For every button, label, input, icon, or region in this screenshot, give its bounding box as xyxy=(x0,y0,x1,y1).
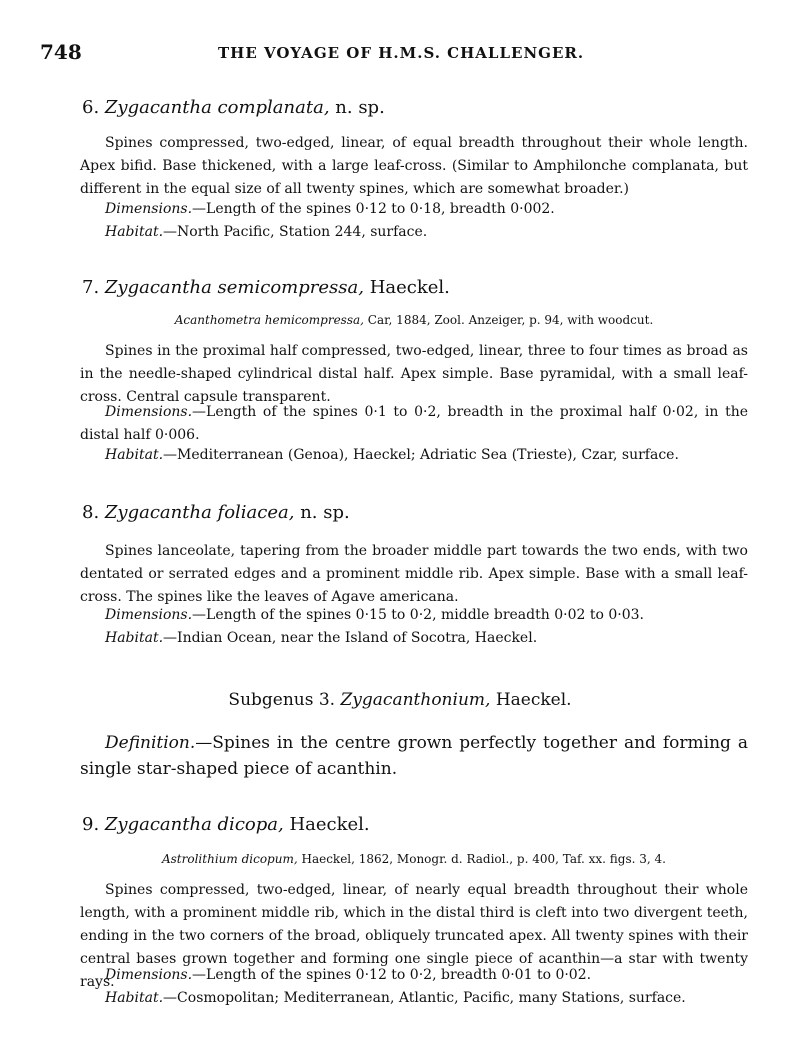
subgenus-author: Haeckel. xyxy=(495,690,572,710)
page-number: 748 xyxy=(40,40,82,64)
habitat-7 xyxy=(80,447,748,463)
species-heading-9 xyxy=(82,814,742,835)
running-title: THE VOYAGE OF H.M.S. CHALLENGER. xyxy=(218,44,585,62)
synonym-9 xyxy=(80,852,748,866)
synonym-name: Astrolithium dicopum, xyxy=(161,852,298,866)
species-heading-6 xyxy=(82,97,742,118)
species-number: 6. xyxy=(82,97,100,118)
habitat-8 xyxy=(80,630,748,646)
habitat-text: —Mediterranean (Genoa), Haeckel; Adriatic Sea (Trieste), Czar, surface. xyxy=(163,447,679,463)
habitat-text: —Cosmopolitan; Mediterranean, Atlantic, Pacific, many Stations, surface. xyxy=(163,990,686,1006)
dimensions-7 xyxy=(80,401,748,447)
dimensions-label: Dimensions. xyxy=(105,201,193,217)
habitat-6 xyxy=(80,224,748,240)
synonym-reference: Haeckel, 1862, Monogr. d. Radiol., p. 400, Taf. xx. figs. 3, 4. xyxy=(301,852,666,866)
species-description-7: Spines in the proximal half compressed, two-edged, linear, three to four times as broad as in the needle-shaped cylindrical distal half. Apex simple. Base pyramidal, with a small leaf-cross. Central capsule transparent. xyxy=(80,343,748,405)
species-description-8: Spines lanceolate, tapering from the broader middle part towards the two ends, with two dentated or serrated edges and a prominent middle rib. Apex simple. Base with a small leaf-cross. The spines like the leaves of Agave americana. xyxy=(80,543,748,605)
synonym-reference: Car, 1884, Zool. Anzeiger, p. 94, with woodcut. xyxy=(367,313,654,327)
dimensions-text: —Length of the spines 0·12 to 0·2, breadth 0·01 to 0·02. xyxy=(192,967,592,983)
species-name: Zygacantha dicopa, xyxy=(104,814,284,835)
dimensions-text: —Length of the spines 0·1 to 0·2, breadth in the proximal half 0·02, in the distal half 0·006. xyxy=(80,404,748,443)
definition-label: Definition. xyxy=(105,733,196,753)
species-name: Zygacantha foliacea, xyxy=(104,502,295,523)
habitat-label: Habitat. xyxy=(105,224,164,240)
species-number: 7. xyxy=(82,277,100,298)
page-header xyxy=(40,40,750,70)
subgenus-definition xyxy=(80,730,748,782)
habitat-label: Habitat. xyxy=(105,447,164,463)
species-number: 8. xyxy=(82,502,100,523)
dimensions-6 xyxy=(80,201,748,217)
species-heading-8 xyxy=(82,502,742,523)
habitat-9 xyxy=(80,990,748,1006)
habitat-label: Habitat. xyxy=(105,990,164,1006)
species-name: Zygacantha complanata, xyxy=(104,97,330,118)
species-author: Haeckel. xyxy=(289,814,370,835)
species-name: Zygacantha semicompressa, xyxy=(104,277,364,298)
species-author: Haeckel. xyxy=(369,277,450,298)
dimensions-9 xyxy=(80,967,748,983)
subgenus-prefix: Subgenus 3. xyxy=(228,690,336,710)
species-heading-7 xyxy=(82,277,742,298)
dimensions-label: Dimensions. xyxy=(105,607,193,623)
synonym-7 xyxy=(80,313,748,327)
species-author: n. sp. xyxy=(300,502,350,523)
habitat-label: Habitat. xyxy=(105,630,164,646)
definition-text: —Spines in the centre grown perfectly together and forming a single star-shaped piece of acanthin. xyxy=(80,733,748,779)
dimensions-8 xyxy=(80,607,748,623)
dimensions-label: Dimensions. xyxy=(105,967,193,983)
habitat-text: —North Pacific, Station 244, surface. xyxy=(163,224,428,240)
subgenus-name: Zygacanthonium, xyxy=(340,690,491,710)
habitat-text: —Indian Ocean, near the Island of Socotra, Haeckel. xyxy=(163,630,538,646)
dimensions-text: —Length of the spines 0·15 to 0·2, middle breadth 0·02 to 0·03. xyxy=(192,607,644,623)
species-description-9: Spines compressed, two-edged, linear, of nearly equal breadth throughout their whole length, with a prominent middle rib, which in the distal third is cleft into two divergent teeth, ending in the two corners of the broad, obliquely truncated apex. All twenty spines with their central bases grown together and forming one single piece of acanthin—a star with twenty rays. xyxy=(80,882,748,990)
species-description-6: Spines compressed, two-edged, linear, of equal breadth throughout their whole length. Apex bifid. Base thickened, with a large leaf-cross. (Similar to Amphilonche complanata, but different in the equal size of all twenty spines, which are somewhat broader.) xyxy=(80,135,748,197)
species-author: n. sp. xyxy=(335,97,385,118)
subgenus-heading xyxy=(0,690,800,710)
species-number: 9. xyxy=(82,814,100,835)
synonym-name: Acanthometra hemicompressa, xyxy=(174,313,364,327)
dimensions-text: —Length of the spines 0·12 to 0·18, breadth 0·002. xyxy=(192,201,555,217)
dimensions-label: Dimensions. xyxy=(105,404,193,420)
